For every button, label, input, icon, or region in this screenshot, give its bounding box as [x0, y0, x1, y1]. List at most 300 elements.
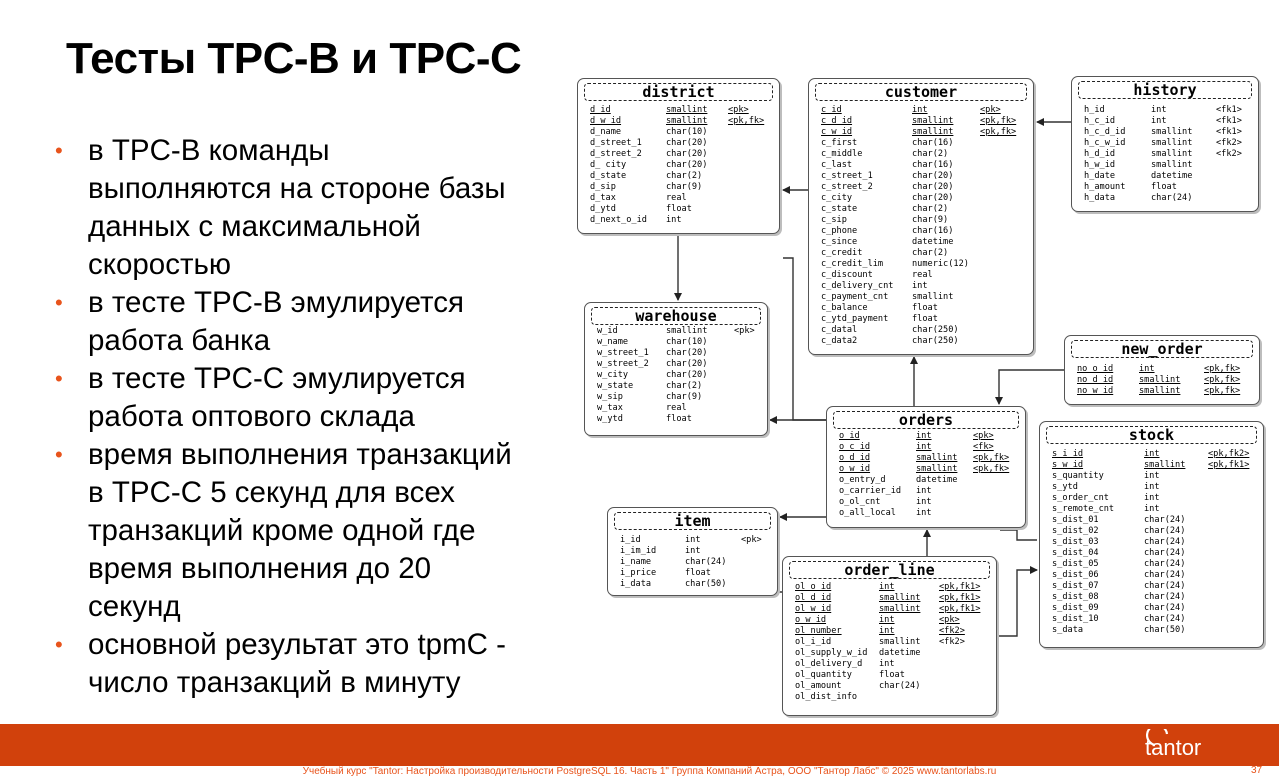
column-name: h_d_id: [1084, 149, 1116, 159]
table-row: [821, 259, 1029, 270]
table-row: [597, 392, 763, 403]
table-stock-title: stock: [1046, 426, 1257, 444]
table-history[interactable]: [1071, 76, 1259, 212]
column-type: float: [1151, 182, 1177, 192]
column-name: c_datal: [821, 325, 858, 335]
column-key: <pk,fk1>: [939, 593, 981, 603]
column-name: d_name: [590, 127, 622, 137]
table-row: [821, 303, 1029, 314]
table-row: [839, 453, 1021, 464]
column-name: s_dist_07: [1052, 581, 1099, 591]
column-key: <pk,fk1>: [939, 604, 981, 614]
column-type: float: [666, 414, 692, 424]
column-type: int: [1151, 116, 1167, 126]
column-type: char(50): [1144, 625, 1186, 635]
column-name: s_dist_05: [1052, 559, 1099, 569]
column-name: c_ytd_payment: [821, 314, 889, 324]
column-type: smallint: [916, 453, 958, 463]
table-row: [839, 442, 1021, 453]
column-name: no_o_id: [1077, 364, 1114, 374]
table-row: [590, 138, 775, 149]
column-key: <pk,fk>: [973, 464, 1010, 474]
column-name: c_data2: [821, 336, 858, 346]
column-name: h_data: [1084, 193, 1116, 203]
column-name: d_id: [590, 105, 611, 115]
table-row: [795, 637, 992, 648]
table-row: [1052, 548, 1259, 559]
column-name: c_first: [821, 138, 858, 148]
column-name: h_c_w_id: [1084, 138, 1126, 148]
column-key: <pk,fk1>: [1208, 460, 1250, 470]
table-orders[interactable]: [826, 406, 1026, 528]
table-row: [1084, 116, 1254, 127]
column-name: no_d_id: [1077, 375, 1114, 385]
table-row: [1052, 504, 1259, 515]
column-key: <pk,fk>: [1204, 375, 1241, 385]
column-name: i_name: [620, 557, 652, 567]
column-key: <pk,fk1>: [939, 582, 981, 592]
footer-bar: [0, 724, 1279, 766]
table-row: [590, 116, 775, 127]
column-type: smallint: [912, 127, 954, 137]
column-type: char(2): [666, 381, 703, 391]
table-history-rows: [1084, 105, 1254, 204]
column-type: int: [916, 442, 932, 452]
column-type: int: [1139, 364, 1155, 374]
column-name: d_ city: [590, 160, 627, 170]
column-name: d_state: [590, 171, 627, 181]
column-key: <pk,fk>: [980, 116, 1017, 126]
table-row: [1052, 482, 1259, 493]
column-type: int: [879, 626, 895, 636]
column-type: smallint: [916, 464, 958, 474]
column-name: w_sip: [597, 392, 623, 402]
column-name: ol_w_id: [795, 604, 832, 614]
table-item[interactable]: [607, 507, 778, 596]
table-item-rows: [620, 535, 773, 590]
table-row: [597, 414, 763, 425]
column-name: h_amount: [1084, 182, 1126, 192]
table-row: [1052, 471, 1259, 482]
table-district-rows: [590, 105, 775, 226]
column-type: smallint: [1144, 460, 1186, 470]
table-row: [590, 127, 775, 138]
column-type: datetime: [916, 475, 958, 485]
column-type: int: [912, 105, 928, 115]
table-row: [795, 626, 992, 637]
column-name: c_phone: [821, 226, 858, 236]
column-type: char(24): [1144, 537, 1186, 547]
table-row: [839, 464, 1021, 475]
bullet-line: основной результат это tpmC -: [88, 628, 506, 661]
table-row: [821, 182, 1029, 193]
column-key: <fk>: [973, 442, 994, 452]
column-name: d_ytd: [590, 204, 616, 214]
column-type: smallint: [912, 292, 954, 302]
table-row: [839, 497, 1021, 508]
table-row: [795, 615, 992, 626]
table-row: [795, 692, 992, 703]
table-row: [821, 105, 1029, 116]
column-type: char(2): [912, 204, 949, 214]
column-type: char(20): [666, 138, 708, 148]
column-name: c_state: [821, 204, 858, 214]
table-new-order[interactable]: [1064, 335, 1260, 405]
table-row: [1084, 182, 1254, 193]
table-row: [590, 193, 775, 204]
table-row: [1052, 537, 1259, 548]
table-row: [821, 215, 1029, 226]
column-name: s_quantity: [1052, 471, 1104, 481]
table-row: [590, 160, 775, 171]
column-name: s_dist_01: [1052, 515, 1099, 525]
column-type: smallint: [1151, 127, 1193, 137]
column-type: char(20): [666, 348, 708, 358]
table-row: [1052, 449, 1259, 460]
column-key: <fk2>: [939, 637, 965, 647]
column-type: char(10): [666, 127, 708, 137]
table-warehouse[interactable]: [584, 302, 768, 436]
column-key: <pk>: [734, 326, 755, 336]
page-number: 37: [1251, 765, 1263, 776]
table-row: [1052, 493, 1259, 504]
column-type: char(24): [1144, 548, 1186, 558]
column-type: char(24): [1144, 603, 1186, 613]
column-key: <pk>: [980, 105, 1001, 115]
table-row: [821, 325, 1029, 336]
column-type: int: [916, 508, 932, 518]
bullet-line: секунд: [88, 590, 181, 623]
column-type: int: [685, 546, 701, 556]
column-type: datetime: [879, 648, 921, 658]
table-row: [821, 138, 1029, 149]
table-row: [1084, 160, 1254, 171]
column-name: o_w_id: [795, 615, 827, 625]
column-name: w_id: [597, 326, 618, 336]
column-key: <pk>: [728, 105, 749, 115]
table-row: [597, 403, 763, 414]
column-name: no_w_id: [1077, 386, 1114, 396]
column-name: s_dist_10: [1052, 614, 1099, 624]
table-row: [1077, 364, 1255, 375]
table-row: [821, 248, 1029, 259]
rel-orderline-stock: [997, 570, 1037, 636]
table-row: [590, 149, 775, 160]
bullet-line: в тесте TPC-B эмулируется: [88, 286, 464, 319]
table-row: [821, 171, 1029, 182]
column-key: <fk2>: [939, 626, 965, 636]
column-name: o_entry_d: [839, 475, 886, 485]
table-row: [1077, 386, 1255, 397]
table-row: [821, 160, 1029, 171]
column-name: d_next_o_id: [590, 215, 647, 225]
column-name: s_dist_04: [1052, 548, 1099, 558]
table-row: [620, 557, 773, 568]
column-type: char(24): [879, 681, 921, 691]
column-name: h_date: [1084, 171, 1116, 181]
column-name: s_dist_08: [1052, 592, 1099, 602]
column-key: <fk2>: [1216, 149, 1242, 159]
column-type: smallint: [1151, 160, 1193, 170]
table-customer-title: customer: [815, 83, 1027, 101]
column-type: char(20): [666, 149, 708, 159]
column-type: smallint: [666, 326, 708, 336]
column-type: int: [916, 431, 932, 441]
table-stock-rows: [1052, 449, 1259, 636]
column-name: ol_dist_info: [795, 692, 858, 702]
column-key: <fk1>: [1216, 127, 1242, 137]
table-row: [597, 337, 763, 348]
table-new-order-rows: [1077, 364, 1255, 397]
table-row: [1084, 127, 1254, 138]
column-name: o_id: [839, 431, 860, 441]
column-name: ol_d_id: [795, 593, 832, 603]
column-type: datetime: [912, 237, 954, 247]
column-name: o_w_id: [839, 464, 871, 474]
table-row: [1052, 581, 1259, 592]
column-type: char(24): [1151, 193, 1193, 203]
column-type: real: [666, 403, 687, 413]
table-row: [1052, 570, 1259, 581]
column-name: s_remote_cnt: [1052, 504, 1115, 514]
column-name: c_credit: [821, 248, 863, 258]
table-row: [1052, 592, 1259, 603]
column-type: char(9): [666, 182, 703, 192]
bullet-line: в TPC-C 5 секунд для всех: [88, 476, 455, 509]
table-row: [620, 568, 773, 579]
bullet-line: время выполнения транзакций: [88, 438, 512, 471]
table-row: [795, 670, 992, 681]
table-row: [1052, 625, 1259, 636]
table-row: [590, 105, 775, 116]
bullet-line: скоростью: [88, 248, 231, 281]
column-type: char(16): [912, 226, 954, 236]
column-key: <pk,fk>: [973, 453, 1010, 463]
column-type: char(20): [666, 370, 708, 380]
table-stock[interactable]: [1039, 421, 1264, 648]
table-row: [821, 281, 1029, 292]
column-name: d_w_id: [590, 116, 622, 126]
table-row: [1084, 149, 1254, 160]
column-name: i_id: [620, 535, 641, 545]
column-type: float: [879, 670, 905, 680]
column-type: char(20): [912, 171, 954, 181]
bullet-icon: •: [55, 632, 63, 657]
column-key: <fk1>: [1216, 116, 1242, 126]
column-type: smallint: [879, 604, 921, 614]
column-type: real: [666, 193, 687, 203]
column-type: char(50): [685, 579, 727, 589]
table-row: [821, 226, 1029, 237]
table-row: [839, 475, 1021, 486]
column-name: ol_supply_w_id: [795, 648, 868, 658]
column-name: h_c_id: [1084, 116, 1116, 126]
table-row: [590, 215, 775, 226]
column-type: char(24): [1144, 515, 1186, 525]
column-name: s_dist_09: [1052, 603, 1099, 613]
column-type: smallint: [1139, 375, 1181, 385]
bullet-icon: •: [55, 366, 63, 391]
table-row: [821, 292, 1029, 303]
column-type: char(2): [912, 248, 949, 258]
bullet-line: транзакций кроме одной где: [88, 514, 476, 547]
column-name: i_im_id: [620, 546, 657, 556]
table-row: [620, 546, 773, 557]
bullet-line: работа оптового склада: [88, 400, 415, 433]
table-row: [590, 204, 775, 215]
column-type: char(9): [912, 215, 949, 225]
table-row: [590, 171, 775, 182]
column-name: s_data: [1052, 625, 1084, 635]
column-type: int: [666, 215, 682, 225]
column-type: int: [1151, 105, 1167, 115]
column-name: w_state: [597, 381, 634, 391]
column-name: o_c_id: [839, 442, 871, 452]
column-type: char(20): [666, 359, 708, 369]
table-row: [821, 314, 1029, 325]
table-row: [795, 681, 992, 692]
table-order-line-rows: [795, 582, 992, 703]
column-name: o_ol_cnt: [839, 497, 881, 507]
column-type: char(24): [1144, 570, 1186, 580]
column-name: s_order_cnt: [1052, 493, 1109, 503]
column-type: numeric(12): [912, 259, 969, 269]
bullet-line: в TPC-B команды: [88, 134, 330, 167]
table-row: [1077, 375, 1255, 386]
table-order-line-title: order_line: [789, 561, 990, 579]
table-row: [1052, 559, 1259, 570]
column-key: <pk,fk>: [1204, 364, 1241, 374]
column-name: c_w_id: [821, 127, 853, 137]
column-type: char(20): [912, 182, 954, 192]
table-row: [597, 381, 763, 392]
column-type: smallint: [879, 593, 921, 603]
column-name: c_middle: [821, 149, 863, 159]
column-type: int: [916, 486, 932, 496]
bullet-line: работа банка: [88, 324, 271, 357]
column-key: <pk>: [939, 615, 960, 625]
column-name: ol_quantity: [795, 670, 852, 680]
table-row: [839, 486, 1021, 497]
column-name: c_balance: [821, 303, 868, 313]
column-key: <pk,fk2>: [1208, 449, 1250, 459]
table-warehouse-rows: [597, 326, 763, 425]
table-new-order-title: new_order: [1071, 340, 1253, 358]
column-name: i_price: [620, 568, 657, 578]
table-district[interactable]: [577, 78, 780, 234]
column-name: c_sip: [821, 215, 847, 225]
bullet-line: данных с максимальной: [88, 210, 421, 243]
rel-neworder-orders: [999, 370, 1064, 404]
column-type: float: [912, 303, 938, 313]
column-name: c_discount: [821, 270, 873, 280]
column-name: ol_o_id: [795, 582, 832, 592]
column-name: c_street_1: [821, 171, 873, 181]
table-row: [620, 579, 773, 590]
column-name: i_data: [620, 579, 652, 589]
column-name: s_i_id: [1052, 449, 1084, 459]
table-row: [1084, 105, 1254, 116]
column-type: int: [1144, 471, 1160, 481]
table-row: [839, 508, 1021, 519]
table-customer-rows: [821, 105, 1029, 347]
column-type: char(24): [1144, 559, 1186, 569]
column-type: float: [666, 204, 692, 214]
table-row: [1052, 603, 1259, 614]
table-row: [1084, 193, 1254, 204]
column-type: char(2): [666, 171, 703, 181]
table-row: [795, 593, 992, 604]
table-row: [821, 193, 1029, 204]
column-key: <pk,fk>: [980, 127, 1017, 137]
column-type: char(2): [912, 149, 949, 159]
column-name: w_street_2: [597, 359, 649, 369]
column-name: o_all_local: [839, 508, 896, 518]
column-type: int: [1144, 449, 1160, 459]
column-name: s_dist_06: [1052, 570, 1099, 580]
table-warehouse-title: warehouse: [591, 307, 761, 325]
column-type: smallint: [1151, 149, 1193, 159]
column-name: c_id: [821, 105, 842, 115]
column-name: h_w_id: [1084, 160, 1116, 170]
column-type: char(24): [1144, 592, 1186, 602]
column-type: float: [912, 314, 938, 324]
table-row: [597, 359, 763, 370]
column-type: char(250): [912, 325, 959, 335]
table-row: [795, 604, 992, 615]
column-name: s_w_id: [1052, 460, 1084, 470]
table-order-line[interactable]: [782, 556, 997, 716]
column-name: d_street_1: [590, 138, 642, 148]
bullet-line: в тесте TPC-C эмулируется: [88, 362, 466, 395]
table-row: [620, 535, 773, 546]
column-type: int: [1144, 482, 1160, 492]
column-name: c_payment_cnt: [821, 292, 889, 302]
table-history-title: history: [1078, 81, 1252, 99]
column-name: c_city: [821, 193, 853, 203]
column-key: <pk,fk>: [728, 116, 765, 126]
table-orders-title: orders: [833, 411, 1019, 429]
column-type: float: [685, 568, 711, 578]
column-name: ol_i_id: [795, 637, 832, 647]
column-name: c_since: [821, 237, 858, 247]
table-row: [1052, 526, 1259, 537]
column-type: int: [879, 582, 895, 592]
column-type: char(16): [912, 138, 954, 148]
column-name: s_ytd: [1052, 482, 1078, 492]
column-name: d_street_2: [590, 149, 642, 159]
table-row: [1084, 138, 1254, 149]
table-row: [597, 326, 763, 337]
table-row: [590, 182, 775, 193]
footer-text: Учебный курс "Tantor: Настройка производительности PostgreSQL 16. Часть 1" Группа Компаний Астра, ООО "Тантор Лабс" © 2025 www.tantorlabs.ru: [302, 766, 997, 777]
column-type: char(20): [912, 193, 954, 203]
column-name: d_sip: [590, 182, 616, 192]
tantor-logo: [1141, 729, 1231, 763]
table-row: [1052, 614, 1259, 625]
table-row: [597, 370, 763, 381]
column-name: ol_delivery_d: [795, 659, 863, 669]
table-orders-rows: [839, 431, 1021, 519]
column-type: smallint: [912, 116, 954, 126]
table-customer[interactable]: [808, 78, 1034, 355]
logo-text: tantor: [1145, 735, 1202, 760]
table-row: [1052, 515, 1259, 526]
bullet-icon: •: [55, 138, 63, 163]
table-row: [821, 149, 1029, 160]
table-row: [597, 348, 763, 359]
column-type: char(24): [1144, 581, 1186, 591]
